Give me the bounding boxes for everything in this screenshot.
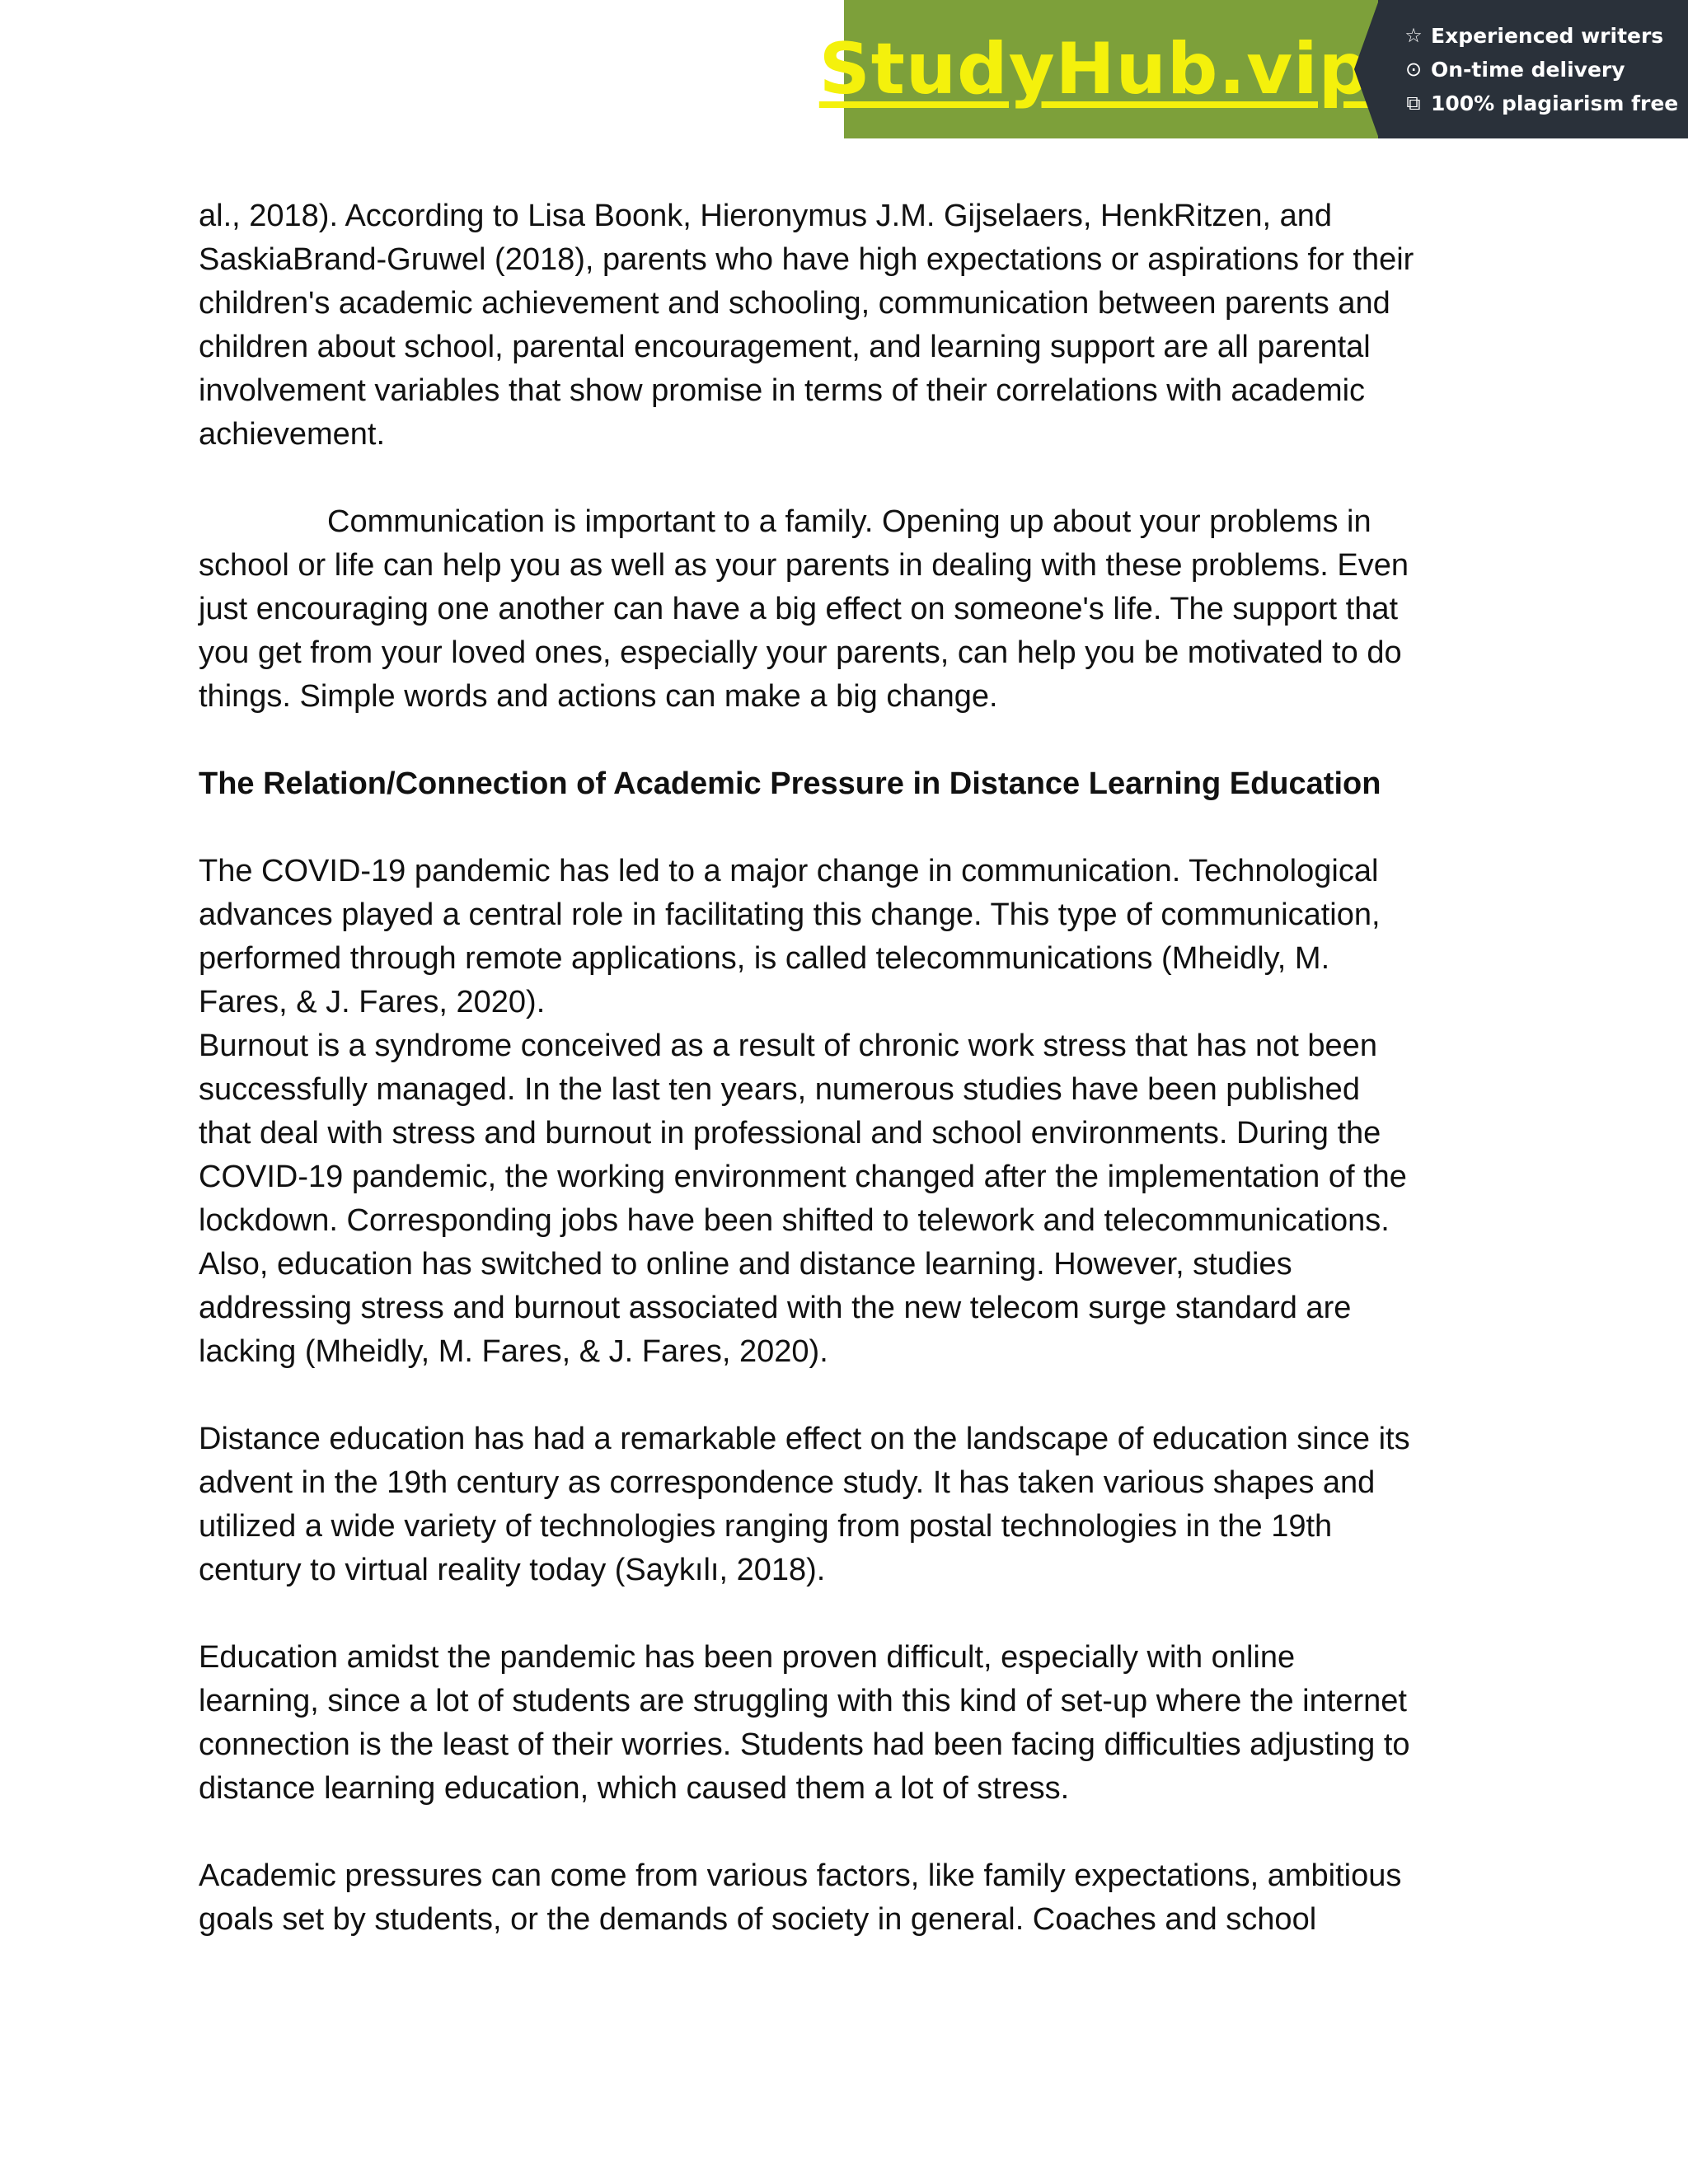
banner-feature-list [1378,0,1688,138]
paragraph-parental-involvement: al., 2018). According to Lisa Boonk, Hieronymus J.M. Gijselaers, HenkRitzen, and SaskiaBrand-Gruwel (2018), parents who have high expectations or aspirations for their children's academic achievement and schooling, communication between parents and children about school, parental encouragement, and learning support are all parental involvement variables that show promise in terms of their correlations with academic achievement. [199,199,1414,452]
section-heading: The Relation/Connection of Academic Pressure in Distance Learning Education [199,766,1381,801]
star-icon: ☆ [1404,24,1423,47]
feature-experienced-writers [1403,24,1688,48]
copy-icon: ⧉ [1406,91,1421,115]
document-body [199,194,1517,1985]
paragraph-academic-pressures: Academic pressures can come from various factors, like family expectations, ambitious goals set by students, or the demands of society in general. Coaches and school [199,1858,1402,1937]
feature-on-time-delivery [1403,58,1688,82]
studyhub-banner[interactable] [818,0,1688,138]
feature-label: Experienced writers [1431,23,1664,48]
feature-plagiarism-free [1403,91,1688,115]
paragraph-distance-education: Distance education has had a remarkable effect on the landscape of education since its advent in the 19th century as correspondence study. It has taken various shapes and utilized a wide variety of technologies ranging from postal technologies in the 19th century to virtual reality today (Saykılı, 2018). [199,1422,1410,1587]
paragraph-pandemic-education: Education amidst the pandemic has been proven difficult, especially with online learning, since a lot of students are struggling with this kind of set-up where the internet connection is the least of their worries. Students had been facing difficulties adjusting to distance learning education, which caused them a lot of stress. [199,1640,1410,1806]
paragraph-burnout: Burnout is a syndrome conceived as a result of chronic work stress that has not been successfully managed. In the last ten years, numerous studies have been published that deal with stress and burnout in professional and school environments. During the COVID-19 pandemic, the working environment changed after the implementation of the lockdown. Corresponding jobs have been shifted to telework and telecommunications. Also, education has switched to online and distance learning. However, studies addressing stress and burnout associated with the new telecom surge standard are lacking (Mheidly, M. Fares, & J. Fares, 2020). [199,1029,1407,1369]
clock-icon: ⊙ [1404,58,1423,81]
banner-divider-arrow [1354,0,1379,138]
feature-label: 100% plagiarism free [1431,91,1679,115]
feature-label: On-time delivery [1431,57,1625,82]
paragraph-communication: Communication is important to a family. Opening up about your problems in school or life can help you as well as your parents in dealing with these problems. Even just encouraging one another can have a big effect on someone's life. The support that you get from your loved ones, especially your parents, can help you be motivated to do things. Simple words and actions can make a big change. [199,504,1409,714]
logo-text: StudyHub.vip [818,28,1371,110]
studyhub-logo[interactable] [818,0,1378,138]
paragraph-covid-communication: The COVID-19 pandemic has led to a major change in communication. Technological advances played a central role in facilitating this change. This type of communication, performed through remote applications, is called telecommunications (Mheidly, M. Fares, & J. Fares, 2020). [199,854,1381,1019]
